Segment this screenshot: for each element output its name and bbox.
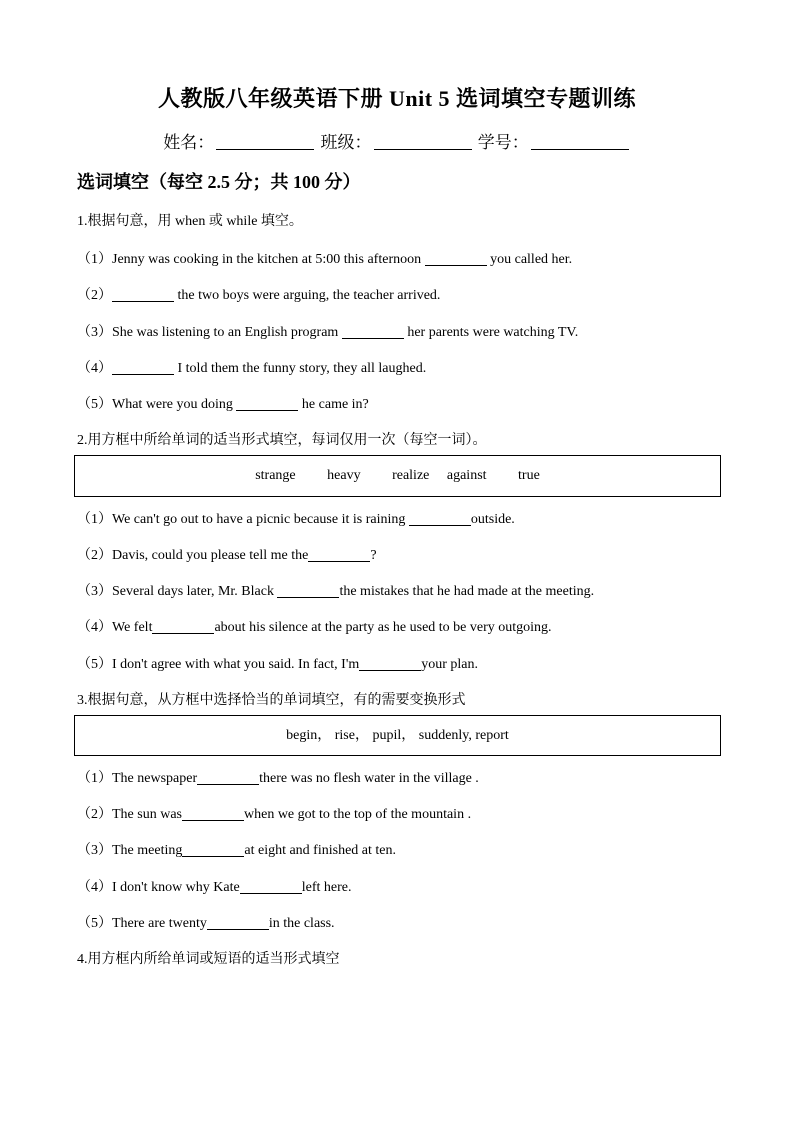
q1-item-4: （4） I told them the funny story, they all laughed. xyxy=(77,361,427,376)
q3-item-4: （4）I don't know why Kate left here. xyxy=(77,880,352,895)
word-bank-list: begin， rise， pupil， suddenly, report xyxy=(286,728,509,743)
q3-word-box xyxy=(74,715,721,756)
q1-item-1: （1）Jenny was cooking in the kitchen at 5:00 this afternoon you called her. xyxy=(77,252,573,267)
answer-blank[interactable] xyxy=(425,251,487,266)
answer-blank[interactable] xyxy=(112,360,174,375)
id-label: 学号： xyxy=(477,133,529,152)
name-label: 姓名： xyxy=(163,133,215,152)
id-blank[interactable] xyxy=(531,149,629,150)
q2-item-3: （3）Several days later, Mr. Black the mistakes that he had made at the meeting. xyxy=(77,584,595,599)
answer-blank[interactable] xyxy=(152,619,214,634)
answer-blank[interactable] xyxy=(308,547,370,562)
q3-heading: 3.根据句意，从方框中选择恰当的单词填空，有的需要变换形式 xyxy=(77,693,466,708)
word-bank-item: strange xyxy=(255,468,296,483)
section-heading: 选词填空（每空 2.5 分；共 100 分） xyxy=(77,172,361,192)
answer-blank[interactable] xyxy=(182,842,244,857)
student-info-line xyxy=(0,128,794,153)
answer-blank[interactable] xyxy=(277,583,339,598)
q4-heading: 4.用方框内所给单词或短语的适当形式填空 xyxy=(77,952,340,967)
answer-blank[interactable] xyxy=(207,915,269,930)
answer-blank[interactable] xyxy=(197,770,259,785)
q3-item-2: （2）The sun was when we got to the top of the mountain . xyxy=(77,807,472,822)
answer-blank[interactable] xyxy=(182,806,244,821)
q2-heading: 2.用方框中所给单词的适当形式填空，每词仅用一次（每空一词）。 xyxy=(77,433,487,448)
answer-blank[interactable] xyxy=(112,287,174,302)
q1-heading: 1.根据句意，用 when 或 while 填空。 xyxy=(77,214,303,229)
word-bank-item: heavy xyxy=(327,468,361,483)
q3-item-5: （5）There are twenty in the class. xyxy=(77,916,335,931)
word-bank-item: true xyxy=(518,468,540,483)
class-label: 班级： xyxy=(320,133,372,152)
answer-blank[interactable] xyxy=(409,511,471,526)
answer-blank[interactable] xyxy=(236,396,298,411)
q2-word-box xyxy=(74,455,721,497)
word-bank-item: realize xyxy=(392,468,430,483)
answer-blank[interactable] xyxy=(359,656,421,671)
answer-blank[interactable] xyxy=(240,879,302,894)
class-blank[interactable] xyxy=(374,149,472,150)
q1-item-5: （5）What were you doing he came in? xyxy=(77,397,369,412)
word-bank-item: against xyxy=(446,468,487,483)
q2-item-5: （5）I don't agree with what you said. In fact, I'm your plan. xyxy=(77,657,479,672)
q1-item-3: （3）She was listening to an English program her parents were watching TV. xyxy=(77,325,579,340)
q3-item-1: （1）The newspaper there was no flesh water in the village . xyxy=(77,771,479,786)
name-blank[interactable] xyxy=(216,149,314,150)
page-title: 人教版八年级英语下册 Unit 5 选词填空专题训练 xyxy=(157,86,637,111)
answer-blank[interactable] xyxy=(342,324,404,339)
q1-item-2: （2） the two boys were arguing, the teacher arrived. xyxy=(77,288,441,303)
q3-item-3: （3）The meeting at eight and finished at ten. xyxy=(77,843,396,858)
q2-item-2: （2）Davis, could you please tell me the ? xyxy=(77,548,377,563)
q2-item-1: （1）We can't go out to have a picnic because it is raining outside. xyxy=(77,512,515,527)
q2-item-4: （4）We felt about his silence at the party as he used to be very outgoing. xyxy=(77,620,552,635)
